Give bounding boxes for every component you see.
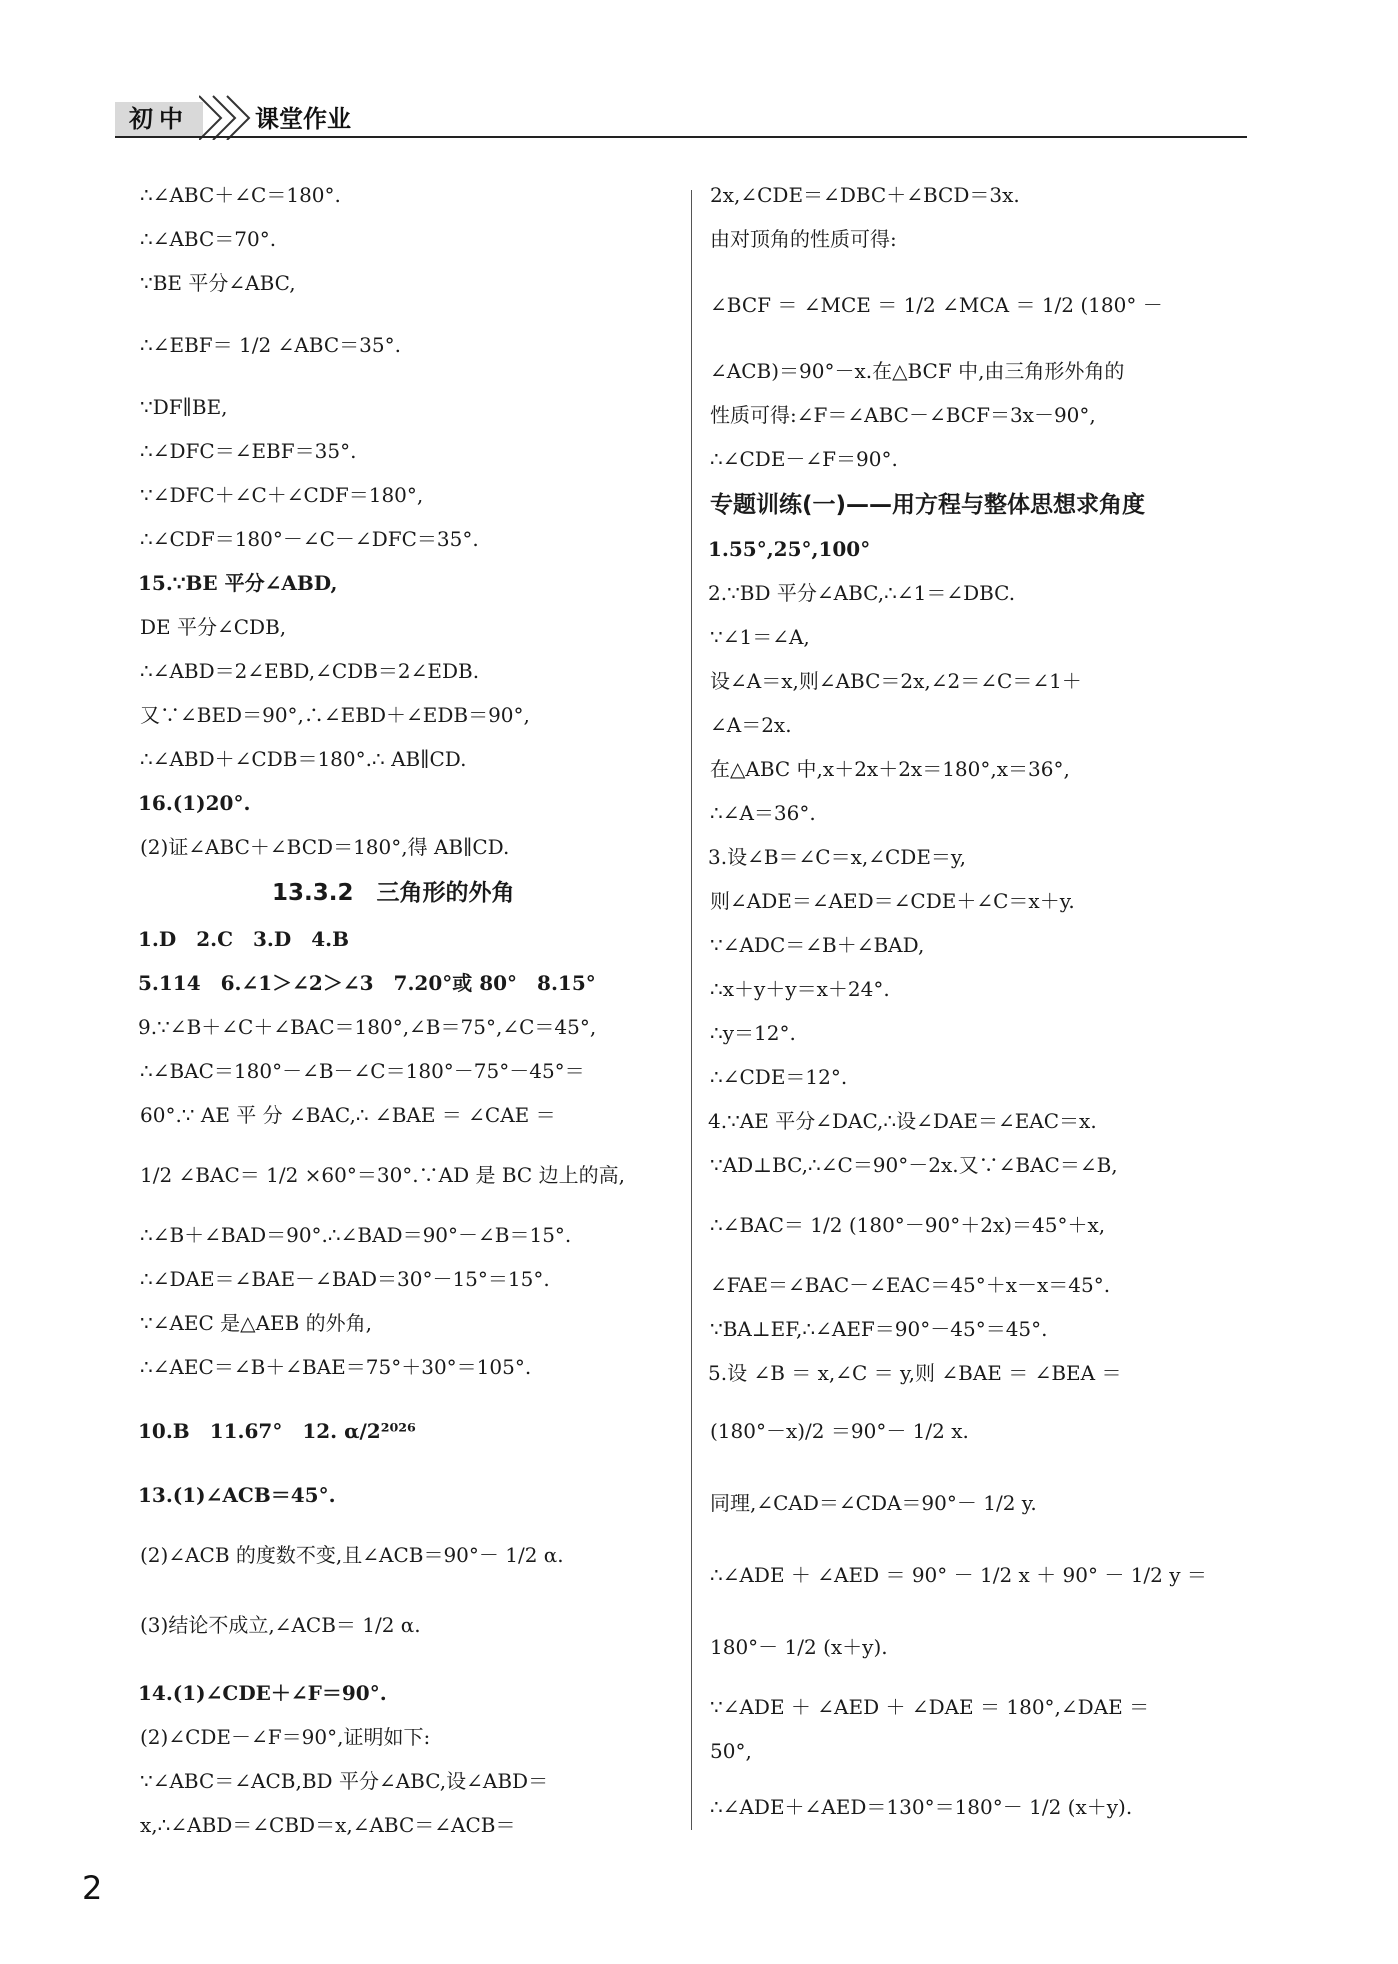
text-line: ∴∠DAE＝∠BAE－∠BAD＝30°－15°＝15°.: [140, 1267, 550, 1291]
text-line: ∠ACB)＝90°－x.在△BCF 中,由三角形外角的: [710, 359, 1125, 383]
text-line: 又∵∠BED＝90°,∴∠EBD＋∠EDB＝90°,: [140, 703, 530, 727]
text-line: ∴∠BAC＝ 1/2 (180°－90°＋2x)＝45°＋x,: [710, 1213, 1106, 1237]
text-line: (2)证∠ABC＋∠BCD＝180°,得 AB∥CD.: [140, 835, 510, 859]
text-line: 5.设 ∠B ＝ x,∠C ＝ y,则 ∠BAE ＝ ∠BEA ＝: [708, 1361, 1122, 1385]
text-line: ∴∠ABD＋∠CDB＝180°.∴ AB∥CD.: [140, 747, 467, 771]
text-line: ∵∠ADC＝∠B＋∠BAD,: [710, 933, 925, 957]
text-line: 1.D 2.C 3.D 4.B: [138, 927, 350, 951]
text-line: 60°.∵ AE 平 分 ∠BAC,∴ ∠BAE ＝ ∠CAE ＝: [140, 1103, 556, 1127]
text-line: 14.(1)∠CDE＋∠F＝90°.: [138, 1681, 387, 1705]
section-heading: 13.3.2 三角形的外角: [272, 880, 515, 906]
text-line: 在△ABC 中,x＋2x＋2x＝180°,x＝36°,: [710, 757, 1070, 781]
text-line: 1.55°,25°,100°: [708, 537, 871, 561]
text-line: 1/2 ∠BAC＝ 1/2 ×60°＝30°.∵AD 是 BC 边上的高,: [140, 1163, 625, 1187]
text-line: ∵∠1＝∠A,: [710, 625, 810, 649]
text-line: ∠BCF ＝ ∠MCE ＝ 1/2 ∠MCA ＝ 1/2 (180° －: [710, 293, 1163, 317]
section-heading: 专题训练(一)——用方程与整体思想求角度: [710, 492, 1146, 518]
text-line: ∴∠ABC＋∠C＝180°.: [140, 183, 341, 207]
text-line: ∴∠A＝36°.: [710, 801, 816, 825]
text-line: ∵DF∥BE,: [140, 395, 228, 419]
text-line: (3)结论不成立,∠ACB＝ 1/2 α.: [140, 1613, 421, 1637]
text-line: ∴∠ABC＝70°.: [140, 227, 277, 251]
text-line: ∠FAE＝∠BAC－∠EAC＝45°＋x－x＝45°.: [710, 1273, 1111, 1297]
grade-tag: 初中: [115, 102, 203, 136]
text-line: (2)∠ACB 的度数不变,且∠ACB＝90°－ 1/2 α.: [140, 1543, 564, 1567]
text-line: ∴∠B＋∠BAD＝90°.∴∠BAD＝90°－∠B＝15°.: [140, 1223, 572, 1247]
text-line: ∵∠ABC＝∠ACB,BD 平分∠ABC,设∠ABD＝: [140, 1769, 549, 1793]
text-line: (2)∠CDE－∠F＝90°,证明如下:: [140, 1725, 431, 1749]
text-line: ∴∠ABD＝2∠EBD,∠CDB＝2∠EDB.: [140, 659, 480, 683]
text-line: 性质可得:∠F＝∠ABC－∠BCF＝3x－90°,: [710, 403, 1096, 427]
text-line: ∴y＝12°.: [710, 1021, 796, 1045]
text-line: ∵BA⊥EF,∴∠AEF＝90°－45°＝45°.: [710, 1317, 1048, 1341]
text-line: 5.114 6.∠1＞∠2＞∠3 7.20°或 80° 8.15°: [138, 971, 596, 995]
text-line: ∴∠CDF＝180°－∠C－∠DFC＝35°.: [140, 527, 479, 551]
text-line: ∵∠AEC 是△AEB 的外角,: [140, 1311, 373, 1335]
text-line: ∵∠DFC＋∠C＋∠CDF＝180°,: [140, 483, 424, 507]
text-line: ∴x＋y＋y＝x＋24°.: [710, 977, 890, 1001]
text-line: ∴∠EBF＝ 1/2 ∠ABC＝35°.: [140, 333, 401, 357]
text-line: 15.∵BE 平分∠ABD,: [138, 571, 338, 595]
text-line: ∴∠AEC＝∠B＋∠BAE＝75°＋30°＝105°.: [140, 1355, 532, 1379]
text-line: ∵AD⊥BC,∴∠C＝90°－2x.又∵∠BAC＝∠B,: [710, 1153, 1118, 1177]
text-line: DE 平分∠CDB,: [140, 615, 287, 639]
text-line: 设∠A＝x,则∠ABC＝2x,∠2＝∠C＝∠1＋: [710, 669, 1082, 693]
text-line: 则∠ADE＝∠AED＝∠CDE＋∠C＝x＋y.: [710, 889, 1075, 913]
text-line: ∵BE 平分∠ABC,: [140, 271, 296, 295]
text-line: ∴∠BAC＝180°－∠B－∠C＝180°－75°－45°＝: [140, 1059, 585, 1083]
text-line: 10.B 11.67° 12. α/2²⁰²⁶: [138, 1419, 416, 1443]
text-line: 2.∵BD 平分∠ABC,∴∠1＝∠DBC.: [708, 581, 1016, 605]
text-line: ∴∠CDE－∠F＝90°.: [710, 447, 898, 471]
text-line: 180°－ 1/2 (x＋y).: [710, 1635, 888, 1659]
text-line: (180°－x)/2 ＝90°－ 1/2 x.: [710, 1419, 969, 1443]
text-line: ∴∠ADE＋∠AED＝130°＝180°－ 1/2 (x＋y).: [710, 1795, 1133, 1819]
header-rule: [115, 136, 1247, 138]
text-line: ∴∠CDE＝12°.: [710, 1065, 848, 1089]
text-line: ∴∠ADE ＋ ∠AED ＝ 90° － 1/2 x ＋ 90° － 1/2 y ＝: [710, 1563, 1207, 1587]
text-line: 13.(1)∠ACB＝45°.: [138, 1483, 336, 1507]
text-line: 16.(1)20°.: [138, 791, 251, 815]
series-title: 课堂作业: [255, 105, 351, 133]
text-line: x,∴∠ABD＝∠CBD＝x,∠ABC＝∠ACB＝: [140, 1813, 516, 1837]
text-line: ∵∠ADE ＋ ∠AED ＋ ∠DAE ＝ 180°,∠DAE ＝: [710, 1695, 1150, 1719]
text-line: 由对顶角的性质可得:: [710, 227, 897, 251]
text-line: ∠A＝2x.: [710, 713, 792, 737]
text-line: 50°,: [710, 1739, 752, 1763]
text-line: 9.∵∠B＋∠C＋∠BAC＝180°,∠B＝75°,∠C＝45°,: [138, 1015, 597, 1039]
text-line: 3.设∠B＝∠C＝x,∠CDE＝y,: [708, 845, 966, 869]
page-header: [115, 92, 1247, 140]
page-number: 2: [82, 1869, 103, 1907]
text-line: 2x,∠CDE＝∠DBC＋∠BCD＝3x.: [710, 183, 1020, 207]
column-divider: [691, 190, 692, 1830]
text-line: ∴∠DFC＝∠EBF＝35°.: [140, 439, 357, 463]
text-line: 同理,∠CAD＝∠CDA＝90°－ 1/2 y.: [710, 1491, 1037, 1515]
text-line: 4.∵AE 平分∠DAC,∴设∠DAE＝∠EAC＝x.: [708, 1109, 1097, 1133]
